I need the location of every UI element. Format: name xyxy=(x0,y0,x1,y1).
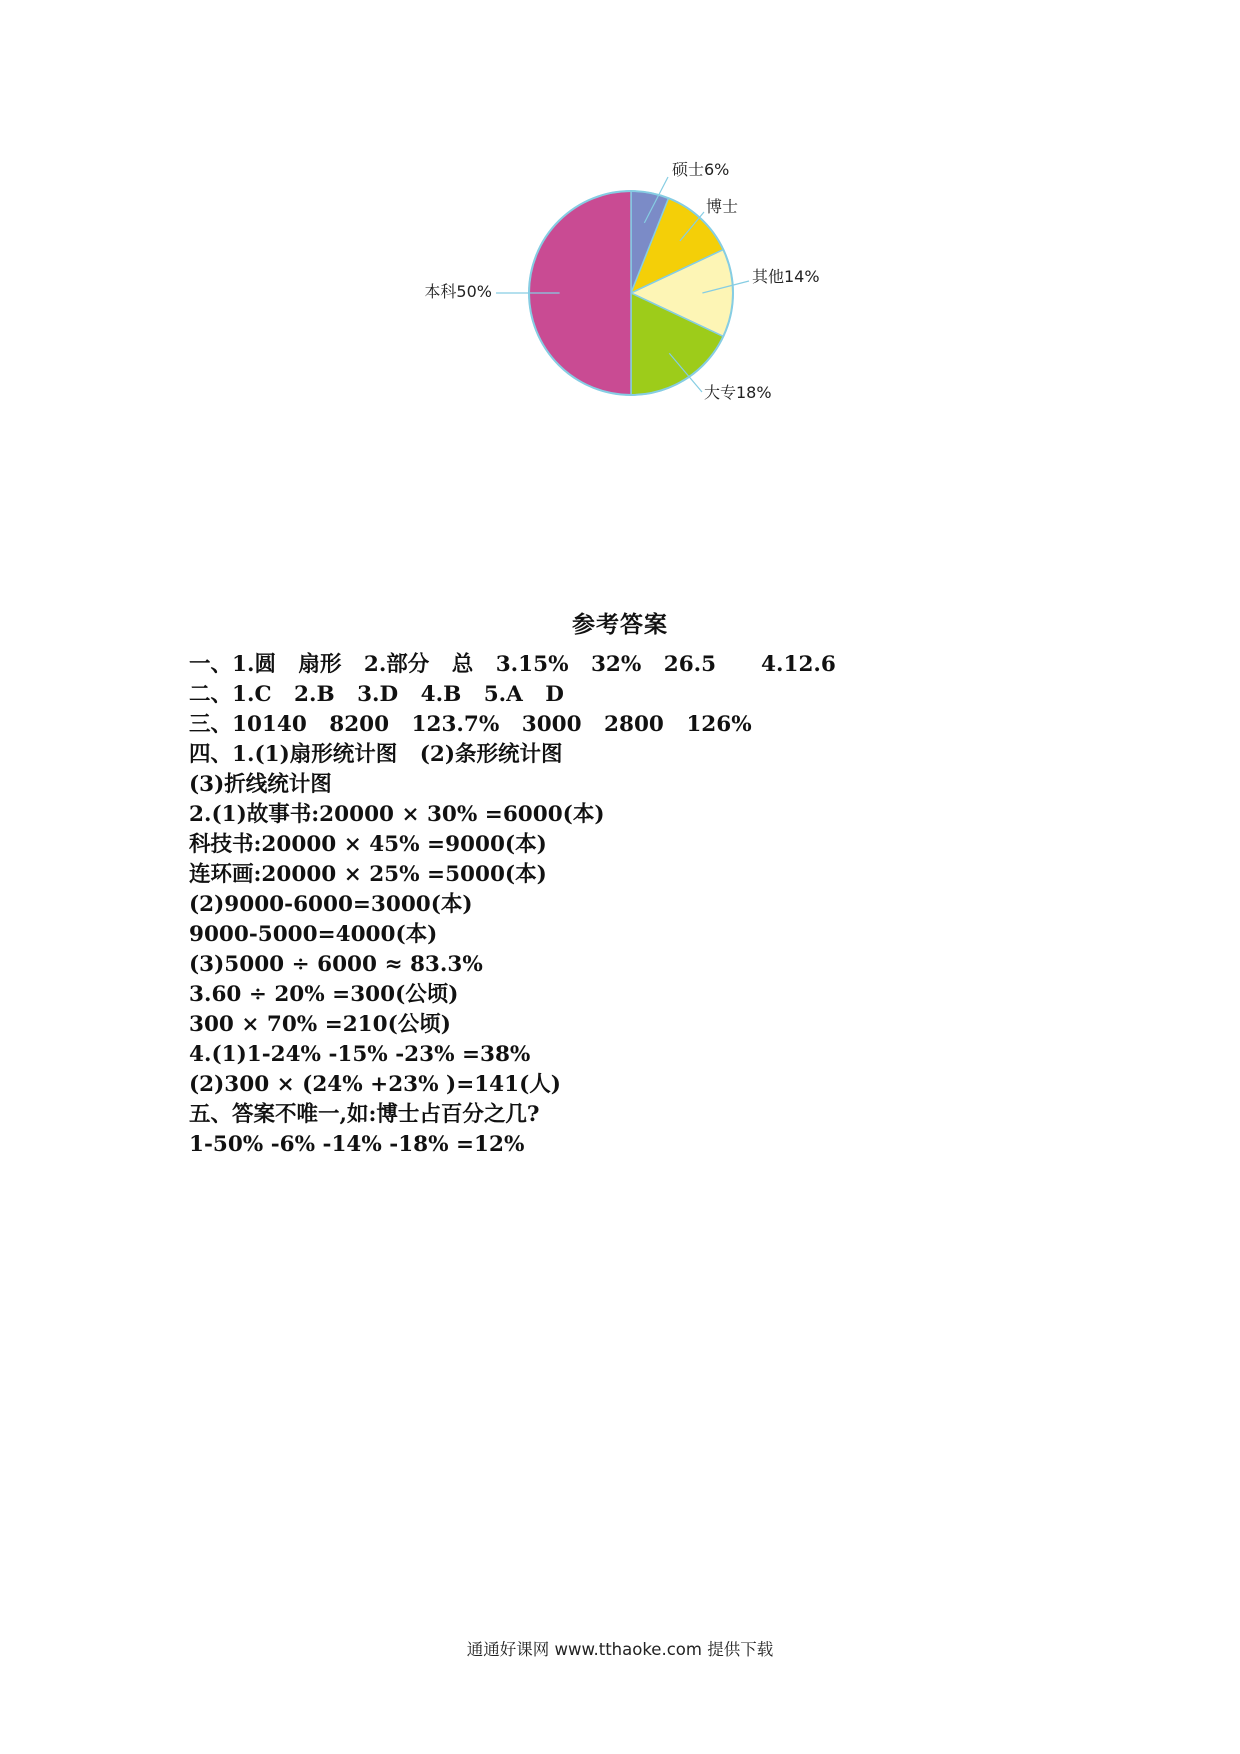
pie-slice-label: 本科50% xyxy=(424,282,492,301)
answer-line: 9000-5000=4000(本) xyxy=(189,922,438,947)
answer-line: 五、答案不唯一,如:博士占百分之几? xyxy=(189,1102,540,1127)
pie-chart xyxy=(0,0,1240,480)
answer-line: 四、1.(1)扇形统计图 (2)条形统计图 xyxy=(189,742,563,767)
answer-line: 4.(1)1-24% -15% -23% =38% xyxy=(189,1042,531,1067)
pie-slice-label: 其他14% xyxy=(752,267,820,286)
answer-line: 三、10140 8200 123.7% 3000 2800 126% xyxy=(189,712,752,737)
answer-line: 2.(1)故事书:20000 × 30% =6000(本) xyxy=(189,802,605,827)
answer-list xyxy=(189,650,1089,1160)
answer-line: 连环画:20000 × 25% =5000(本) xyxy=(189,862,547,887)
pie-slice-label: 硕士6% xyxy=(672,160,730,179)
answer-line: 3.60 ÷ 20% =300(公顷) xyxy=(189,982,459,1007)
answer-line: (2)9000-6000=3000(本) xyxy=(189,892,473,917)
answer-line: (3)折线统计图 xyxy=(189,772,332,797)
answer-title: 参考答案 xyxy=(572,611,668,638)
answer-line: (2)300 × (24% +23% )=141(人) xyxy=(189,1072,561,1097)
pie-slice-label: 博士 xyxy=(706,197,739,216)
answer-line: 科技书:20000 × 45% =9000(本) xyxy=(189,832,547,857)
answer-line: 一、1.圆 扇形 2.部分 总 3.15% 32% 26.5 4.12.6 xyxy=(189,652,836,677)
pie-slice-label: 大专18% xyxy=(704,383,772,402)
answer-line: (3)5000 ÷ 6000 ≈ 83.3% xyxy=(189,952,483,977)
answer-line: 300 × 70% =210(公顷) xyxy=(189,1012,451,1037)
answer-line: 二、1.C 2.B 3.D 4.B 5.A D xyxy=(189,682,564,707)
answer-line: 1-50% -6% -14% -18% =12% xyxy=(189,1132,525,1157)
footer-credit: 通通好课网 www.tthaoke.com 提供下载 xyxy=(466,1640,774,1659)
